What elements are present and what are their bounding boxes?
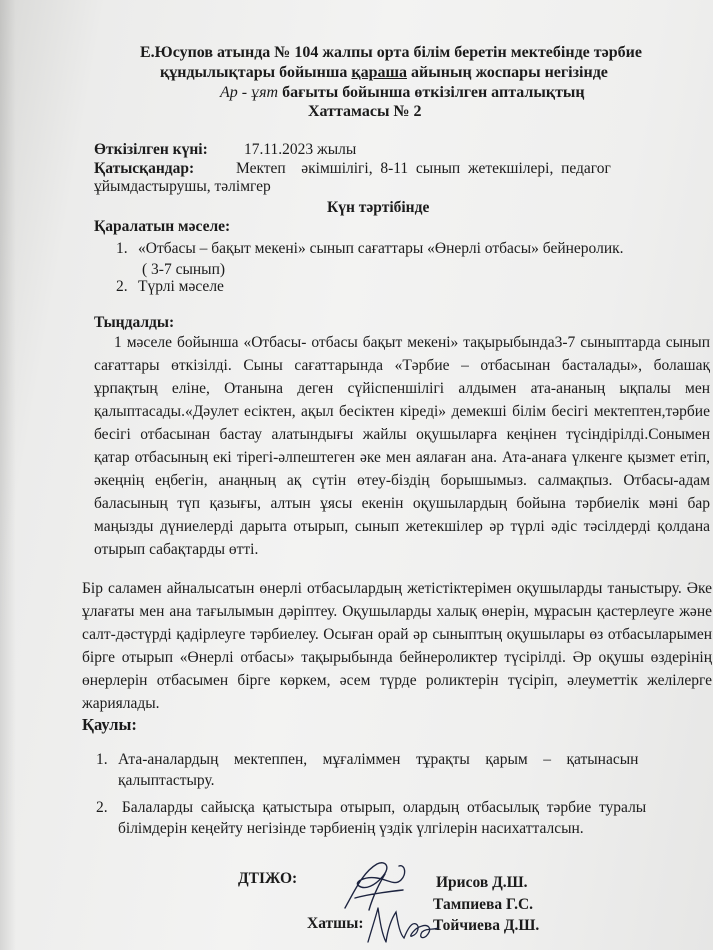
agenda-item-text: Түрлі мәселе bbox=[138, 278, 224, 295]
listened-paragraph-2: Бір саламен айналысатын өнерлі отбасылардың жетістіктерімен оқушыларды таныстыру. Әке ұлағаты мен ана тағылымын дәріптеу. Оқушыларды халық өнерін, мұрасын қастерлеуге және салт-дәстүрді қадірлеуге тәрбиелеу. Осыған орай әр сыныптың оқушылары өз отбасыларымен бірге отырып «Өнерлі отбасы» тақырыбында бейнероликтер түсірілді. Әр оқушы өздерінің өнерлерін отбасымен бірге көркем, әсем түрде роликтерін түсіріп, әлеуметтік желілерге жариялады. bbox=[82, 580, 712, 712]
date-value: 17.11.2023 жылы bbox=[244, 141, 357, 158]
agenda-item-text bbox=[138, 238, 713, 280]
header-direction: Ар - ұят bbox=[220, 84, 279, 101]
signatory-name-2: Тампиева Г.С. bbox=[433, 896, 534, 913]
decision-label: Қаулы: bbox=[82, 715, 137, 734]
participants-line-1: Мектеп әкімшілігі, 8-11 сынып жетекшілері, педагог bbox=[236, 160, 611, 177]
agenda-item-line: ( 3-7 сынып) bbox=[142, 261, 226, 278]
header-line-3-rest: бағыты бойынша өткізілген апталықтың bbox=[278, 84, 585, 101]
decision-item-number: 2. bbox=[96, 799, 108, 816]
header-line-2 bbox=[160, 64, 608, 82]
agenda-item-number: 1. bbox=[116, 240, 128, 257]
header-line-3 bbox=[220, 84, 585, 102]
decision-item-line: Балаларды сайысқа қатыстыра отырып, олардың отбасылық тәрбие туралы bbox=[118, 799, 647, 816]
decision-item-line: Ата-аналардың мектеппен, мұғаліммен тұрақты қарым – қатынасын bbox=[118, 751, 639, 768]
decision-item-line: қалыптастыру. bbox=[118, 772, 215, 789]
decision-item-number: 1. bbox=[96, 751, 108, 768]
handwritten-signature-2 bbox=[362, 898, 442, 950]
page-edge-shadow bbox=[0, 0, 16, 950]
agenda-heading: Күн тәртібінде bbox=[327, 199, 430, 216]
header-month-underlined: қараша bbox=[351, 64, 408, 81]
decision-item-line: білімдерін кеңейту негізінде тәрбиенің үздік үлгілерін насихатталсын. bbox=[118, 820, 584, 837]
listened-paragraph-1: 1 мәселе бойынша «Отбасы- отбасы бақыт мекені» тақырыбында3-7 сыныптарда сынып сағаттары өткізілді. Сыны сағаттарында «Тәрбие – отбасынан басталады», болашақ ұрпақтың еліне, Отанына деген сүйіспеншілігі алдымен ата-ананың ықпалы мен қалыптасады.«Дәулет есіктен, ақыл бесіктен кіреді» демекші білім бесігі мектептен,тәрбие бесігі отбасынан бастау алатындығы жайлы оқушыларға кеңінен түсіндірілді.Сонымен қатар отбасының екі тірегі-әлпештеген әке мен аялаған ана. Ата-анаға үлкенге қызмет етіп, әкеңнің еңбегін, анаңның ақ сүтін өтеу-біздің борышымыз. салмақпыз. Отбасы-адам баласының түп қазығы, алтын ұясы екенін оқушылардың бойына тәрбиелік мәні бар маңызды дүниелерді дарыта отырып, сынып жетекшілер әр түрлі әдіс тәсілдерді қолдана отырып сабақтарды өтті. bbox=[94, 334, 710, 558]
agenda-item-number: 2. bbox=[116, 278, 128, 295]
header-line-2-pre: құндылықтары бойынша bbox=[160, 64, 352, 81]
role-dtizho: ДТІЖО: bbox=[238, 870, 298, 887]
decision-item-text bbox=[118, 749, 712, 791]
signatory-name-1: Ирисов Д.Ш. bbox=[436, 874, 528, 891]
participants-label: Қатысқандар: bbox=[94, 160, 195, 177]
agenda-item-line: «Отбасы – бақыт мекені» сынып сағаттары «Өнерлі отбасы» бейнеролик. bbox=[138, 240, 624, 257]
role-secretary: Хатшы: bbox=[307, 915, 364, 932]
participants-line-2: ұйымдастырушы, тәлімгер bbox=[94, 178, 271, 195]
decision-item-text bbox=[118, 797, 712, 839]
listened-label: Тыңдалды: bbox=[94, 314, 175, 331]
issue-label: Қаралатын мәселе: bbox=[94, 218, 231, 235]
date-label: Өткізілген күні: bbox=[94, 141, 208, 158]
header-line-2-post: айының жоспары негізінде bbox=[407, 64, 608, 81]
signatory-name-3: Тойчиева Д.Ш. bbox=[433, 917, 540, 934]
header-line-1: Е.Юсупов атында № 104 жалпы орта білім беретін мектебінде тәрбие bbox=[140, 44, 642, 61]
protocol-number: Хаттамасы № 2 bbox=[308, 103, 422, 120]
